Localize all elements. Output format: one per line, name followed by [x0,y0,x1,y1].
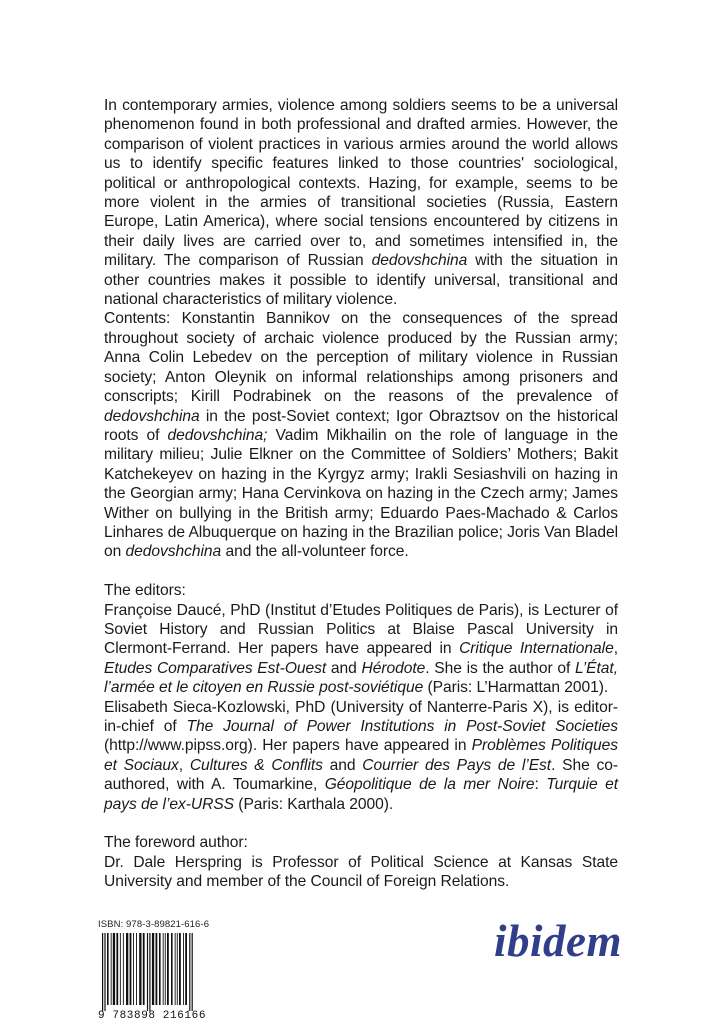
italic-title-text: Géopolitique de la mer Noire [324,776,535,794]
barcode-bar [163,933,164,1005]
barcode-bar [130,933,132,1005]
text-run: In contemporary armies, violence among soldiers seems to be a universal phenomenon found in both professional and drafted armies. However, the comparison of violent practices in various armies around the world allows us to identify specific features linked to those countries' sociological, political or anthropological contexts. Hazing, for example, seems to be more violent in the armies of transitional societies (Russia, Eastern Europe, Latin America), where social tensions encountered by citizens in their daily lives are carried over to, and sometimes intensified in, the military. The comparison of Russian [104,97,618,270]
italic-title-text: dedovshchina [104,407,200,425]
italic-title-text: Etudes Comparatives Est-Ouest [104,659,327,677]
text-run: Elisabeth Sieca-Kozlowski, PhD (University of Nanterre-Paris X), is editor-in-chief of [104,698,618,735]
barcode-bar [111,933,112,1005]
back-cover-text [104,96,618,892]
isbn-barcode-block [98,919,238,1022]
barcode-bar [107,933,109,1005]
text-run: Dr. Dale Herspring is Professor of Political Science at Kansas State University and member of the Council of Foreign Relations. [104,853,618,891]
contents-list [104,309,618,561]
book-description [104,96,618,309]
barcode-bar [167,933,169,1005]
publisher-logo: ibidem [494,916,622,966]
barcode-bar [149,933,150,1011]
barcode-bar [123,933,124,1005]
text-run: , [613,640,618,658]
italic-title-text: The Journal of Power Institutions in Post-Soviet Societies [186,717,618,735]
barcode-bar [126,933,128,1005]
text-run: . She co-authored, with A. Toumarkine, [104,756,618,794]
text-run: Françoise Daucé, PhD (Institut d’Etudes Politiques de Paris), is Lecturer of Soviet History and Russian Politics at Blaise Pascal University in Clermont-Ferrand. Her papers have appeared in [104,601,618,658]
barcode-bar [139,933,141,1005]
italic-title-text: Critique Internationale [459,640,614,658]
italic-title-text: Hérodote [361,659,426,677]
barcode-bar [179,933,181,1005]
text-run: in the post-Soviet context; Igor Obraztsov on the historical roots of [104,407,618,444]
barcode-bar [192,933,193,1011]
italic-title-text: dedovshchina [371,252,468,270]
text-run: and [322,756,363,774]
barcode-bar [116,933,118,1005]
barcode-bar [143,933,145,1005]
barcode-bar [120,933,121,1005]
italic-title-text: Problèmes Politiques et Sociaux [104,737,618,774]
text-run: (Paris: Karthala 2000). [234,795,394,813]
text-run: . She is the author of [425,659,575,677]
barcode-bar [113,933,115,1005]
barcode-bar [175,933,176,1005]
italic-title-text: Courrier des Pays de l’Est [362,756,552,774]
editor-bio-dauce [104,601,618,698]
barcode-bar [152,933,154,1005]
barcode-bar [185,933,187,1005]
text-run: , [178,756,190,774]
text-run: Vadim Mikhailin on the role of language in the military milieu; Julie Elkner on the Committee of Soldiers’ Mothers; Bakit Katchekeyev on hazing in the Kyrgyz army; Irakli Sesiashvili on hazing in the Georgian army; Hana Cervinkova on hazing in the Czech army; James Wither on bullying in the British army; Eduardo Paes-Machado & Carlos Linhares de Albuquerque on hazing in the Brazilian police; Joris Van Bladel on [104,426,618,561]
barcode-bar [104,933,105,1011]
italic-title-text: Turquie et pays de l’ex-URSS [104,776,618,813]
barcode-bar [133,933,134,1005]
barcode-bar [159,933,161,1005]
barcode-bar [171,933,173,1005]
italic-title-text: dedovshchina [125,543,222,561]
barcode-bar [136,933,137,1005]
foreword-author-bio [104,853,618,892]
foreword-heading: The foreword author: [104,834,248,852]
text-run: and [326,659,362,677]
barcode-digits: 9 783898 216166 [98,1010,207,1022]
barcode-bar [156,933,158,1005]
text-run: Contents: Konstantin Bannikov on the consequences of the spread throughout society of archaic violence produced by the Russian army; Anna Colin Lebedev on the perception of military violence in Russian society; Anton Oleynik on informal relationships among prisoners and conscripts; Kirill Podrabinek on the reasons of the prevalence of [104,310,618,406]
barcode-bar [177,933,178,1005]
barcode-bar [102,933,103,1011]
text-run: (http://www.pipss.org). Her papers have appeared in [104,737,472,755]
text-run: and the all-volunteer force. [221,543,409,561]
italic-title-text: Cultures & Conflits [189,756,323,774]
text-run: (Paris: L’Harmattan 2001). [423,679,609,697]
barcode-bar [147,933,148,1011]
barcode-bar [183,933,184,1005]
isbn-number: ISBN: 978-3-89821-616-6 [98,919,210,930]
spacer [104,814,618,833]
italic-title-text: L’État, l’armée et le citoyen en Russie post-soviétique [104,659,618,697]
barcode-icon [98,933,236,1011]
editor-bio-sieca-kozlowski [104,698,618,814]
barcode-bar [189,933,190,1011]
spacer [104,562,618,581]
barcode-bar [165,933,166,1005]
italic-title-text: dedovshchina; [167,426,268,444]
editors-heading: The editors: [104,582,186,600]
text-run: with the situation in other countries makes it possible to identify universal, transitional and national characteristics of military violence. [104,252,618,309]
text-run: : [534,776,547,794]
